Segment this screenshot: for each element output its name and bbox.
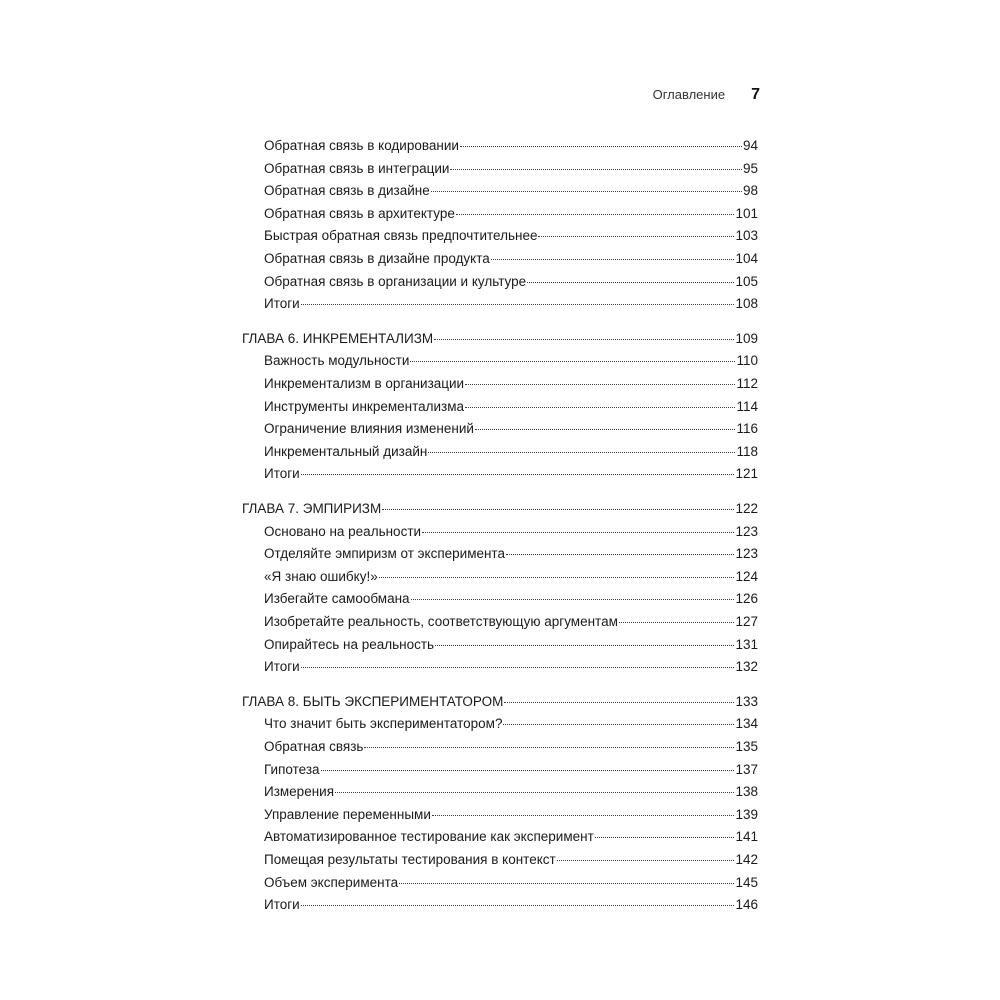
toc-section-entry: [264, 567, 758, 587]
toc-entry-page: 131: [735, 636, 758, 652]
toc-section-entry: [264, 249, 758, 269]
dot-leader: [465, 406, 735, 408]
toc-entry-title: Итоги: [264, 466, 300, 482]
dot-leader: [504, 701, 734, 703]
toc-section-entry: [264, 294, 758, 314]
toc-section-entry: [264, 714, 758, 734]
toc-entry-title: Помещая результаты тестирования в контекст: [264, 852, 556, 867]
toc-entry-page: 122: [735, 501, 758, 516]
toc-section-entry: [264, 873, 758, 893]
toc-entry-page: 108: [735, 296, 758, 312]
toc-section-entry: [264, 805, 758, 825]
toc-entry-title: Обратная связь в интеграции: [264, 160, 450, 176]
toc-section-entry: [264, 612, 758, 632]
dot-leader: [434, 338, 734, 340]
toc-entry-page: 137: [735, 761, 758, 777]
toc-entry-title: Автоматизированное тестирование как эксперимент: [264, 829, 594, 845]
toc-entry-title: Обратная связь в архитектуре: [264, 205, 455, 221]
dot-leader: [619, 621, 735, 623]
toc-entry-page: 123: [735, 546, 758, 562]
toc-chapter-entry: [242, 692, 758, 712]
toc-chapter-entry: [242, 329, 758, 349]
toc-entry-title: ГЛАВА 8. БЫТЬ ЭКСПЕРИМЕНТАТОРОМ: [242, 693, 504, 709]
toc-section-entry: [264, 442, 758, 462]
dot-leader: [301, 666, 735, 668]
toc-section-entry: [264, 895, 758, 915]
toc-section-entry: [264, 850, 758, 870]
toc-entry-page: 104: [735, 251, 758, 266]
toc-section-entry: [264, 272, 758, 292]
toc-section-entry: [264, 374, 758, 394]
dot-leader: [301, 904, 735, 906]
dot-leader: [450, 168, 742, 170]
toc-section-entry: [264, 419, 758, 439]
toc-section-entry: [264, 657, 758, 677]
dot-leader: [301, 303, 735, 305]
toc-section-entry: [264, 544, 758, 564]
toc-entry-title: ГЛАВА 6. ИНКРЕМЕНТАЛИЗМ: [242, 330, 434, 346]
toc-entry-page: 98: [742, 183, 758, 199]
toc-entry-page: 133: [735, 693, 758, 709]
dot-leader: [379, 576, 735, 578]
toc-entry-page: 146: [735, 897, 758, 913]
toc-section-entry: [264, 351, 758, 371]
toc-entry-title: Обратная связь в дизайне: [264, 183, 430, 199]
dot-leader: [527, 281, 734, 283]
dot-leader: [399, 882, 734, 884]
toc-entry-title: ГЛАВА 7. ЭМПИРИЗМ: [242, 501, 382, 516]
dot-leader: [557, 859, 735, 861]
dot-leader: [410, 360, 735, 362]
dot-leader: [321, 769, 735, 771]
dot-leader: [456, 213, 735, 215]
toc-entry-title: Измерения: [264, 784, 335, 800]
section-title: Оглавление: [652, 87, 726, 102]
toc-entry-page: 139: [735, 806, 758, 822]
toc-entry-page: 105: [735, 273, 758, 289]
dot-leader: [538, 235, 734, 237]
toc-entry-title: Итоги: [264, 296, 300, 312]
toc-entry-title: Объем эксперимента: [264, 874, 399, 890]
toc-entry-page: 127: [735, 614, 758, 629]
toc-entry-title: Гипотеза: [264, 761, 320, 777]
toc-entry-page: 118: [736, 443, 758, 459]
toc-entry-title: Итоги: [264, 897, 300, 913]
toc-entry-page: 135: [735, 739, 758, 754]
toc-entry-page: 101: [735, 205, 758, 221]
toc-entry-title: Быстрая обратная связь предпочтительнее: [264, 228, 538, 244]
toc-section-entry: [264, 782, 758, 802]
toc-entry-title: Инкрементализм в организации: [264, 376, 465, 391]
toc-entry-title: Инструменты инкрементализма: [264, 398, 465, 414]
toc-section-entry: [264, 159, 758, 179]
toc-entry-title: Изобретайте реальность, соответствующую аргументам: [264, 614, 618, 629]
dot-leader: [301, 473, 735, 475]
dot-leader: [428, 451, 735, 453]
toc-section-entry: [264, 589, 758, 609]
toc-section-entry: [264, 181, 758, 201]
toc-entry-title: Что значит быть экспериментатором?: [264, 716, 503, 732]
toc-entry-page: 109: [735, 330, 758, 346]
toc-section-entry: [264, 737, 758, 757]
dot-leader: [335, 791, 734, 793]
toc-entry-page: 95: [742, 160, 758, 176]
toc-entry-page: 145: [735, 874, 758, 890]
toc-chapter-entry: [242, 499, 758, 519]
toc-entry-title: Избегайте самообмана: [264, 591, 410, 607]
toc-section-entry: [264, 226, 758, 246]
toc-entry-title: Отделяйте эмпиризм от эксперимента: [264, 546, 505, 562]
toc-entry-page: 94: [742, 138, 758, 153]
page-number: 7: [751, 86, 760, 103]
toc-entry-title: Ограничение влияния изменений: [264, 421, 474, 437]
toc-section-entry: [264, 635, 758, 655]
toc-entry-page: 112: [736, 376, 758, 391]
toc-entry-title: Обратная связь в дизайне продукта: [264, 251, 490, 266]
toc-entry-page: 103: [735, 228, 758, 244]
toc-section-entry: [264, 397, 758, 417]
toc-entry-title: Опирайтесь на реальность: [264, 636, 435, 652]
toc-entry-page: 116: [736, 421, 758, 437]
toc-entry-title: Обратная связь: [264, 739, 364, 754]
toc-entry-title: «Я знаю ошибку!»: [264, 568, 378, 584]
dot-leader: [364, 746, 734, 748]
toc-section-entry: [264, 136, 758, 156]
toc-entry-page: 124: [735, 568, 758, 584]
toc-entry-page: 126: [735, 591, 758, 607]
dot-leader: [431, 190, 742, 192]
dot-leader: [432, 814, 735, 816]
dot-leader: [475, 428, 736, 430]
toc-entry-page: 142: [735, 852, 758, 867]
dot-leader: [465, 383, 735, 385]
dot-leader: [411, 598, 735, 600]
toc-section-entry: [264, 204, 758, 224]
toc-section-entry: [264, 464, 758, 484]
toc-entry-title: Итоги: [264, 659, 300, 675]
dot-leader: [382, 508, 734, 510]
toc-entry-title: Инкрементальный дизайн: [264, 443, 428, 459]
toc-section-entry: [264, 760, 758, 780]
dot-leader: [460, 145, 742, 147]
toc-section-entry: [264, 827, 758, 847]
toc-entry-page: 114: [736, 398, 758, 414]
toc-entry-page: 134: [735, 716, 758, 732]
toc-entry-page: 138: [735, 784, 758, 800]
toc-entry-title: Управление переменными: [264, 806, 431, 822]
dot-leader: [422, 531, 734, 533]
dot-leader: [435, 644, 734, 646]
dot-leader: [491, 258, 735, 260]
toc-entry-title: Обратная связь в кодировании: [264, 138, 459, 153]
toc-entry-title: Основано на реальности: [264, 523, 422, 539]
dot-leader: [506, 553, 734, 555]
dot-leader: [595, 836, 735, 838]
toc-section-entry: [264, 522, 758, 542]
toc-entry-title: Обратная связь в организации и культуре: [264, 273, 527, 289]
toc-entry-title: Важность модульности: [264, 353, 410, 369]
toc-entry-page: 110: [736, 353, 758, 369]
toc-entry-page: 141: [735, 829, 758, 845]
toc-entry-page: 123: [735, 523, 758, 539]
dot-leader: [503, 723, 734, 725]
toc-entry-page: 132: [735, 659, 758, 675]
toc-entry-page: 121: [735, 466, 758, 482]
